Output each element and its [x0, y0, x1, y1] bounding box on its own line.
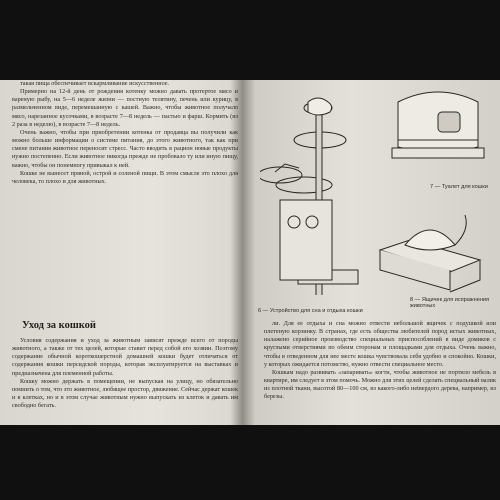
left-page — [0, 80, 240, 425]
right-page-bottom-text — [264, 320, 496, 402]
paragraph: Кошкам надо развивать «запаривать» когти, чтобы животное не портило мебель в квартире, им следует в этом помочь. Можно для этих целей сделать специальный валик из плотной ткани, высотой 80—100 см, из какого-либо неtвердого дерева, например, из березы. — [264, 368, 496, 401]
paragraph: ли. Для ее отдыха и сна можно отвести небольшой ящичек с подушкой или плетеную корзинку. В странах, где есть общества любителей пород истых животных, налажено серийное производство специальных приспособлений в виде домиков с круглыми отверстиями по обеим сторонам и площадками для отдыха. Очень важно, чтобы в отведенном для нее месте кошка чувствовала себя удобно и спокойно. Кошки, у которых ожидается потомство, нужно отвести специальное место. — [264, 320, 496, 368]
figure-caption: 8 — Ящичек для испражнения животных — [410, 297, 490, 309]
right-page — [250, 80, 500, 425]
left-page-top-text — [12, 80, 238, 186]
figure-caption: 7 — Туалет для кошки — [430, 184, 488, 190]
section-title: Уход за кошкой — [22, 320, 96, 331]
figure-caption: 6 — Устройство для сна и отдыха кошки — [258, 308, 363, 314]
paragraph: такая пища обеспечивает вскармливание искусственное. — [20, 80, 170, 87]
paragraph: Примерно на 12-й день от рождения котенку можно давать протертое мясо и вареную рыбу, на 5—6 неделе жизни — постную телятину, печень или курицу, в размельченном виде, перемешанную с кашей. Важно, чтобы животное получало мясо, нарезанное кусочками, в возрасте 7—8 недель — пастью и фарш. Кормить (из 2 раза в неделю), в возрасте 7—8 недель. — [12, 88, 238, 128]
book-spread — [0, 80, 500, 425]
left-page-bottom-text — [12, 337, 238, 410]
paragraph: Очень важно, чтобы при приобретении котенка от продавца вы получили как можно больше информации о системе питания, до этого животного, так как при смене питания животное переносит стресс. Часто вводить в рацион новые продукты нужно постепенно. Если животное никогда прежде не пробовало ту или иную пищу, важно, чтобы он понемногу привыкал к ней. — [12, 128, 238, 169]
paragraph: Кошке не вынесет пряной, острой и соленой пищи. В этом смысле это плохо для человека, то плохо и для животных. — [12, 169, 238, 185]
open-litter-tray-illustration — [370, 190, 498, 310]
paragraph: Условия содержания и уход за животным зависят прежде всего от породы животного, а также от тех целей, которые ставит перед собой его хозяин. Поэтому содержание обычной короткошерстной домашней кошки будет отличаться от содержания кошки персидской породы, которая эксплуатируется на выставках и предназначена для племенной работы. — [12, 337, 238, 377]
covered-litter-box-illustration — [380, 80, 498, 180]
paragraph: Кошку можно держать в помещении, не выпуская на улицу, но обязательно помнить о том, что это животное, любящее простор, движение. Сейчас держат кошек и в клетках, но и в этом случае животным нужно выпускать из клеток и давать им свободно бегать. — [12, 377, 238, 410]
